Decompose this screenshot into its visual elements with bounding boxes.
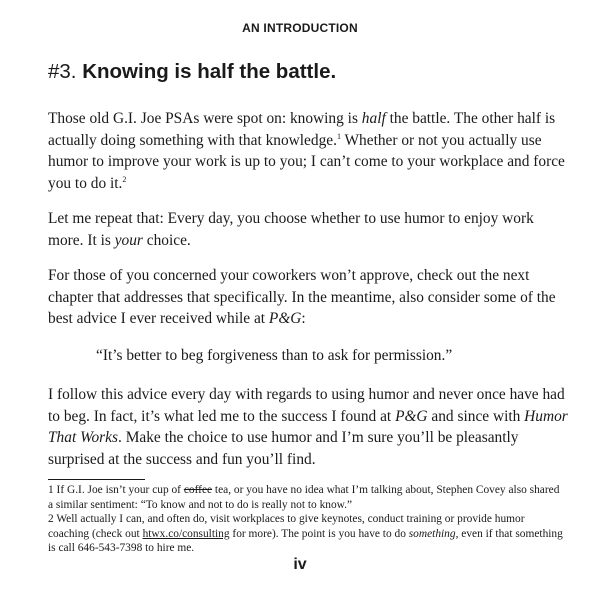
section-heading xyxy=(48,60,568,84)
footnote-divider xyxy=(48,479,145,480)
p1-emphasis: half xyxy=(361,110,386,127)
p4-company: P&G xyxy=(395,407,428,425)
p3-company: P&G xyxy=(268,310,302,327)
section-number: #3. xyxy=(48,60,77,83)
p2-emphasis: your xyxy=(114,231,143,249)
footnote-2 xyxy=(48,512,563,556)
footnote-ref-1[interactable]: 1 xyxy=(336,131,341,141)
footnote-ref-2[interactable]: 2 xyxy=(122,174,127,184)
p2-text-a: Let me repeat that: Every day, you choose whether to use humor to enjoy work more. It is xyxy=(48,210,534,249)
p2-text-c: choice. xyxy=(142,231,191,249)
paragraph-4 xyxy=(48,384,568,470)
fn2-text-b: for more). The point is you have to do xyxy=(229,527,409,540)
section-title: Knowing is half the battle. xyxy=(82,60,337,83)
p4-text-a: I follow this advice every day with regards to using humor and never once have had to beg. In fact, it’s what led me to the success I found at xyxy=(48,386,565,425)
running-head: AN INTRODUCTION xyxy=(242,21,358,35)
footnote-1 xyxy=(48,483,563,512)
block-quote: “It’s better to beg forgiveness than to ask for permission.” xyxy=(96,347,453,364)
consulting-link[interactable]: htwx.co/consulting xyxy=(142,527,230,540)
footnotes xyxy=(48,483,563,556)
paragraph-3 xyxy=(48,265,568,330)
p4-brand: Humor That Works xyxy=(48,407,568,446)
page-number: iv xyxy=(293,556,307,573)
p4-text-c: and since with xyxy=(427,407,525,425)
paragraph-1 xyxy=(48,108,568,194)
p1-text-d: Whether or not you actually use humor to improve your work is up to you; I can’t come to your workplace and force you to do it. xyxy=(48,131,565,192)
fn1-text-b: tea, or you have no idea what I’m talking about, Stephen Covey also shared a similar sentiment: “To know and not to do is really not to know.” xyxy=(48,484,560,511)
fn1-text-a: 1 If G.I. Joe isn’t your cup of xyxy=(48,484,184,496)
p1-text-c: the battle. The other half is actually doing something with that knowledge. xyxy=(48,110,556,149)
fn2-text-c: , even if that something is call 646-543-7398 to hire me. xyxy=(48,527,563,555)
fn2-emphasis: something xyxy=(408,527,456,540)
fn1-strikethrough: coffee xyxy=(183,484,213,496)
p3-text-a: For those of you concerned your coworkers won’t approve, check out the next chapter that addresses that specifically. In the meantime, also consider some of the best advice I ever received while at xyxy=(48,267,556,327)
fn2-text-a: 2 Well actually I can, and often do, visit workplaces to give keynotes, conduct training or provide humor coaching (check out xyxy=(48,513,525,540)
paragraph-2 xyxy=(48,208,568,251)
p3-text-c: : xyxy=(301,310,306,327)
p1-text-a: Those old G.I. Joe PSAs were spot on: knowing is xyxy=(48,110,362,127)
p4-text-e: . Make the choice to use humor and I’m sure you’ll be pleasantly surprised at the success and fun you’ll find. xyxy=(48,429,519,468)
